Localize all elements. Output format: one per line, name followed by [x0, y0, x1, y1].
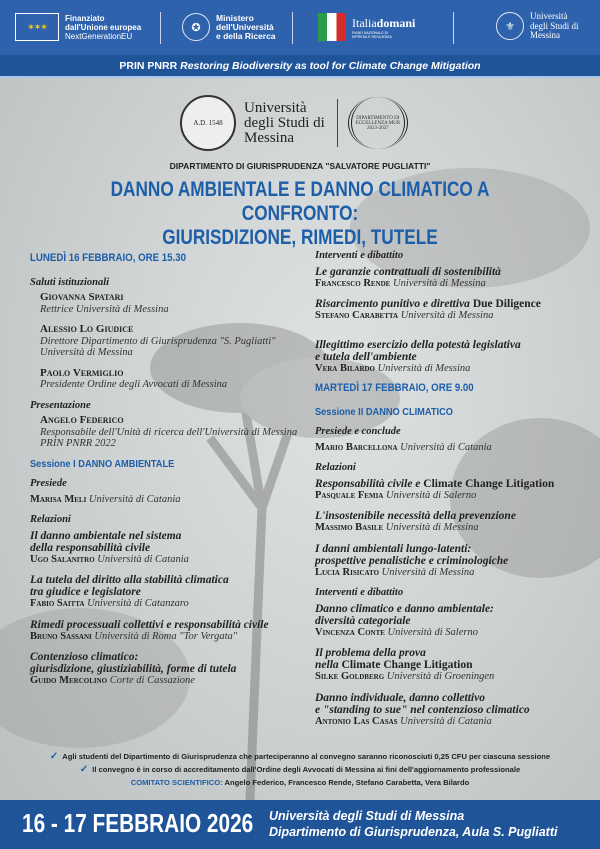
university-line2: degli Studi di	[244, 114, 325, 131]
speaker-line	[315, 363, 585, 375]
divider	[337, 99, 338, 147]
day-heading: LUNEDÌ 16 FEBBRAIO, ORE 15.30	[30, 252, 187, 264]
speaker-name: Alessio Lo Giudice	[40, 323, 134, 335]
italian-emblem-icon: ✪	[182, 13, 210, 41]
speaker-line	[30, 675, 315, 687]
talk-title-segment: e tutela dell'ambiente	[315, 350, 417, 363]
talk-entry	[30, 619, 315, 643]
talk-title-line	[315, 543, 585, 555]
speaker-name: Massimo Basile	[315, 522, 384, 533]
speaker-affiliation: Università di Salerno	[385, 489, 477, 501]
talk-title-segment: nella	[315, 659, 342, 671]
venue-line1: Università degli Studi di Messina	[269, 809, 465, 823]
speaker-line	[315, 490, 585, 502]
speaker-affiliation: Università di Roma "Tor Vergata"	[94, 630, 238, 642]
speaker-line	[315, 567, 585, 579]
title-line1: DANNO AMBIENTALE E DANNO CLIMATICO A CONFRONTO:	[110, 178, 490, 225]
talk-entry	[315, 478, 585, 502]
day-heading: MARTEDÌ 17 FEBBRAIO, ORE 9.00	[315, 382, 474, 394]
speaker-name: Pasquale Femia	[315, 489, 384, 501]
speaker-entry	[40, 415, 315, 450]
talk-title-segment: Responsabilità civile e	[315, 477, 424, 490]
prin-prefix: PRIN PNRR	[119, 60, 178, 72]
section-label: Presentazione	[30, 399, 91, 411]
title-line2: GIURISDIZIONE, RIMEDI, TUTELE	[162, 226, 438, 249]
speaker-line	[315, 716, 585, 728]
talk-title-segment: diversità categoriale	[315, 614, 411, 627]
header-logos-bar	[0, 0, 600, 55]
divider	[160, 12, 161, 44]
speaker-name: Antonio Las Casas	[315, 715, 398, 727]
talk-entry	[315, 647, 585, 683]
talk-title-line	[315, 555, 585, 567]
talk-title-line	[30, 619, 315, 631]
talk-title-line	[30, 530, 315, 542]
talk-title-segment: prospettive penalistiche e criminologiche	[315, 554, 509, 567]
speaker-line	[315, 442, 585, 454]
talk-title-segment: Illegittimo esercizio della potestà legislativa	[315, 338, 521, 351]
talk-title-line	[315, 266, 585, 278]
prin-title: Restoring Biodiversity as tool for Climate Change Mitigation	[180, 60, 481, 72]
unime-seal-icon: ⚜	[496, 12, 524, 40]
section-label: Relazioni	[315, 462, 356, 473]
venue-line2: Dipartimento di Giurisprudenza, Aula S. Pugliatti	[269, 825, 558, 839]
university-seal-icon	[180, 95, 236, 151]
session-heading: Sessione II DANNO CLIMATICO	[315, 405, 453, 418]
talk-title-segment: Le garanzie contrattuali di sostenibilità	[315, 265, 501, 278]
italiadomani-logo	[318, 13, 415, 41]
speaker-line	[315, 278, 585, 290]
speaker-line	[30, 631, 315, 643]
speaker-role: Responsabile dell'Unità di ricerca dell'Università di Messina	[40, 426, 298, 438]
talk-entry	[315, 543, 585, 579]
check-icon: ✓	[79, 764, 89, 775]
check-icon: ✓	[49, 751, 59, 762]
talk-title-segment: Due Diligence	[472, 298, 541, 310]
talk-entry	[30, 574, 315, 610]
unime-line2: degli Studi di	[530, 20, 579, 31]
eu-line1: Finanziato	[65, 13, 105, 23]
talk-entry	[315, 442, 585, 454]
speaker-name: Fabio Saitta	[30, 598, 85, 609]
speaker-name: Paolo Vermiglio	[40, 366, 124, 379]
talk-title-segment: La tutela del diritto alla stabilità climatica	[30, 574, 229, 586]
talk-entry	[315, 510, 585, 534]
talk-title-segment: Il problema della prova	[315, 647, 426, 659]
speaker-role: Università di Messina	[40, 347, 133, 358]
mur-logo	[182, 13, 276, 41]
speaker-affiliation: Università di Salerno	[387, 626, 478, 638]
speaker-name: Angelo Federico	[40, 414, 124, 426]
italiadomani-flag-icon	[318, 13, 346, 41]
talk-title-line	[315, 298, 585, 310]
speaker-line	[30, 494, 315, 506]
footer-bar	[0, 800, 600, 849]
speaker-line	[315, 671, 585, 683]
eu-logo	[15, 13, 141, 41]
note-cfu: Agli studenti del Dipartimento di Giurisprudenza che parteciperanno al convegno saranno riconosciuti 0,25 CFU per ciascuna sessione	[62, 752, 551, 761]
badge-text: DIPARTIMENTO DI ECCELLENZA MUR 2023-2027	[355, 115, 401, 131]
talk-title-line	[30, 574, 315, 586]
speaker-affiliation: Università di Groeningen	[386, 671, 495, 682]
divider	[453, 12, 454, 44]
committee-members: Angelo Federico, Francesco Rende, Stefano Carabetta, Vera Bilardo	[224, 778, 470, 787]
speaker-entry	[40, 368, 315, 391]
speaker-name: Stefano Carabetta	[315, 310, 399, 321]
speaker-affiliation: Università di Catanzaro	[87, 598, 189, 609]
event-venue	[269, 808, 557, 840]
speaker-affiliation: Università di Messina	[381, 566, 475, 578]
talk-entry	[30, 530, 315, 566]
talk-entry	[30, 651, 315, 687]
talk-title-segment: Risarcimento punitivo e direttiva	[315, 298, 473, 310]
page-title	[54, 178, 546, 250]
eu-line3: NextGenerationEU	[65, 31, 133, 41]
talk-title-segment: giurisdizione, giustiziabilità, forme di tutela	[30, 663, 237, 675]
committee-label: COMITATO SCIENTIFICO:	[130, 778, 223, 787]
prin-banner	[0, 55, 600, 78]
talk-title-line	[30, 663, 315, 675]
talk-title-segment: Climate Change Litigation	[423, 477, 555, 490]
talk-title-line	[315, 603, 585, 615]
talk-entry	[315, 339, 585, 375]
note-accreditation: Il convegno è in corso di accreditamento dall'Ordine degli Avvocati di Messina ai fini dell'aggiornamento professionale	[92, 765, 521, 774]
speaker-role: Presidente Ordine degli Avvocati di Messina	[40, 379, 228, 390]
talk-title-segment: Il danno ambientale nel sistema	[30, 529, 182, 542]
talk-title-segment: tra giudice e legislatore	[30, 586, 141, 598]
talk-title-line	[315, 351, 585, 363]
section-label: Saluti istituzionali	[30, 276, 110, 288]
speaker-entry	[40, 324, 315, 359]
talk-title-line	[315, 704, 585, 716]
mur-line3: e della Ricerca	[216, 30, 276, 41]
speaker-name: Francesco Rende	[315, 277, 391, 289]
speaker-name: Vincenza Conte	[315, 626, 385, 638]
mur-line1: Ministero	[216, 12, 254, 23]
talk-title-segment: L'insostenibile necessità della prevenzione	[315, 510, 516, 522]
spacer	[315, 331, 585, 339]
event-dates: 16 - 17 FEBBRAIO 2026	[22, 808, 254, 838]
excellence-laurel-icon	[348, 97, 408, 149]
department-name: DIPARTIMENTO DI GIURISPRUDENZA "SALVATORE PUGLIATTI"	[169, 161, 431, 171]
talk-entry	[315, 266, 585, 290]
section-label: Presiede e conclude	[315, 426, 401, 437]
notes	[0, 750, 600, 789]
talk-title-line	[315, 659, 585, 671]
eu-flag-icon: ✶✶✶	[15, 13, 59, 41]
speaker-affiliation: Università di Messina	[377, 362, 471, 374]
talk-title-segment: Danno climatico e danno ambientale:	[315, 602, 494, 615]
talk-title-segment: Climate Change Litigation	[341, 659, 473, 671]
section-label: Presiede	[30, 478, 67, 489]
speaker-line	[315, 627, 585, 639]
talk-title-segment: della responsabilità civile	[30, 541, 151, 554]
speaker-affiliation: Università di Messina	[392, 277, 486, 289]
talk-entry	[315, 298, 585, 322]
section-label: Relazioni	[30, 514, 71, 525]
talk-title-line	[30, 542, 315, 554]
speaker-name: Mario Barcellona	[315, 441, 398, 453]
speaker-affiliation: Università di Messina	[385, 522, 479, 533]
speaker-name: Ugo Salanitro	[30, 553, 95, 565]
talk-title-segment: e "standing to sue" nel contenzioso climatico	[315, 703, 530, 716]
speaker-role: Rettrice Università di Messina	[40, 303, 169, 315]
speaker-role: Direttore Dipartimento di Giurisprudenza "S. Pugliatti"	[40, 335, 276, 347]
talk-title-line	[315, 478, 585, 490]
speaker-name: Guido Mercolino	[30, 675, 108, 686]
university-logo	[180, 95, 408, 151]
talk-entry	[30, 494, 315, 506]
talk-title-line	[315, 510, 585, 522]
speaker-affiliation: Università di Catania	[97, 553, 189, 565]
speaker-name: Marisa Meli	[30, 493, 87, 505]
unime-line3: Messina	[530, 30, 560, 40]
unime-line1: Università	[530, 11, 568, 21]
program-left-column	[30, 250, 315, 696]
speaker-affiliation: Università di Catania	[400, 441, 492, 453]
italiadomani-sub: PIANO NAZIONALE DI RIPRESA E RESILIENZA	[352, 30, 392, 39]
speaker-role: PRIN PNRR 2022	[40, 438, 116, 449]
italiadomani-name-b: domani	[376, 15, 416, 30]
italiadomani-name-a: Italia	[352, 15, 377, 30]
section-label: Interventi e dibattito	[315, 587, 404, 598]
speaker-affiliation: Corte di Cassazione	[109, 675, 195, 686]
mur-line2: dell'Università	[216, 21, 274, 32]
session-heading: Sessione I DANNO AMBIENTALE	[30, 457, 175, 470]
talk-title-segment: Contenzioso climatico:	[30, 651, 139, 663]
talk-title-line	[30, 586, 315, 598]
talk-title-segment: I danni ambientali lungo-latenti:	[315, 542, 472, 555]
speaker-line	[315, 310, 585, 322]
program-right-column	[315, 250, 585, 736]
speaker-line	[315, 522, 585, 534]
speaker-line	[30, 554, 315, 566]
talk-entry	[315, 603, 585, 639]
divider	[292, 12, 293, 44]
speaker-affiliation: Università di Catania	[400, 715, 492, 727]
speaker-name: Bruno Sassani	[30, 630, 92, 642]
speaker-line	[30, 598, 315, 610]
talk-entry	[315, 692, 585, 728]
talk-title-segment: Rimedi processuali collettivi e responsabilità civile	[30, 618, 269, 631]
university-line3: Messina	[244, 129, 294, 146]
talk-title-line	[315, 647, 585, 659]
talk-title-segment: Danno individuale, danno collettivo	[315, 691, 485, 704]
speaker-name: Vera Bilardo	[315, 362, 375, 374]
speaker-affiliation: Università di Messina	[400, 310, 494, 321]
speaker-entry	[40, 292, 315, 315]
speaker-name: Lucia Risicato	[315, 566, 380, 578]
speaker-name: Giovanna Spatari	[40, 291, 124, 303]
section-label: Interventi e dibattito	[315, 250, 404, 261]
seal-text: A.D. 1548	[193, 119, 223, 127]
university-line1: Università	[244, 99, 307, 116]
talk-title-line	[30, 651, 315, 663]
speaker-name: Silke Goldberg	[315, 671, 385, 682]
eu-line2: dall'Unione europea	[65, 22, 142, 32]
talk-title-line	[315, 339, 585, 351]
speaker-affiliation: Università di Catania	[88, 493, 181, 505]
unime-header-logo	[496, 12, 579, 41]
talk-title-line	[315, 692, 585, 704]
talk-title-line	[315, 615, 585, 627]
